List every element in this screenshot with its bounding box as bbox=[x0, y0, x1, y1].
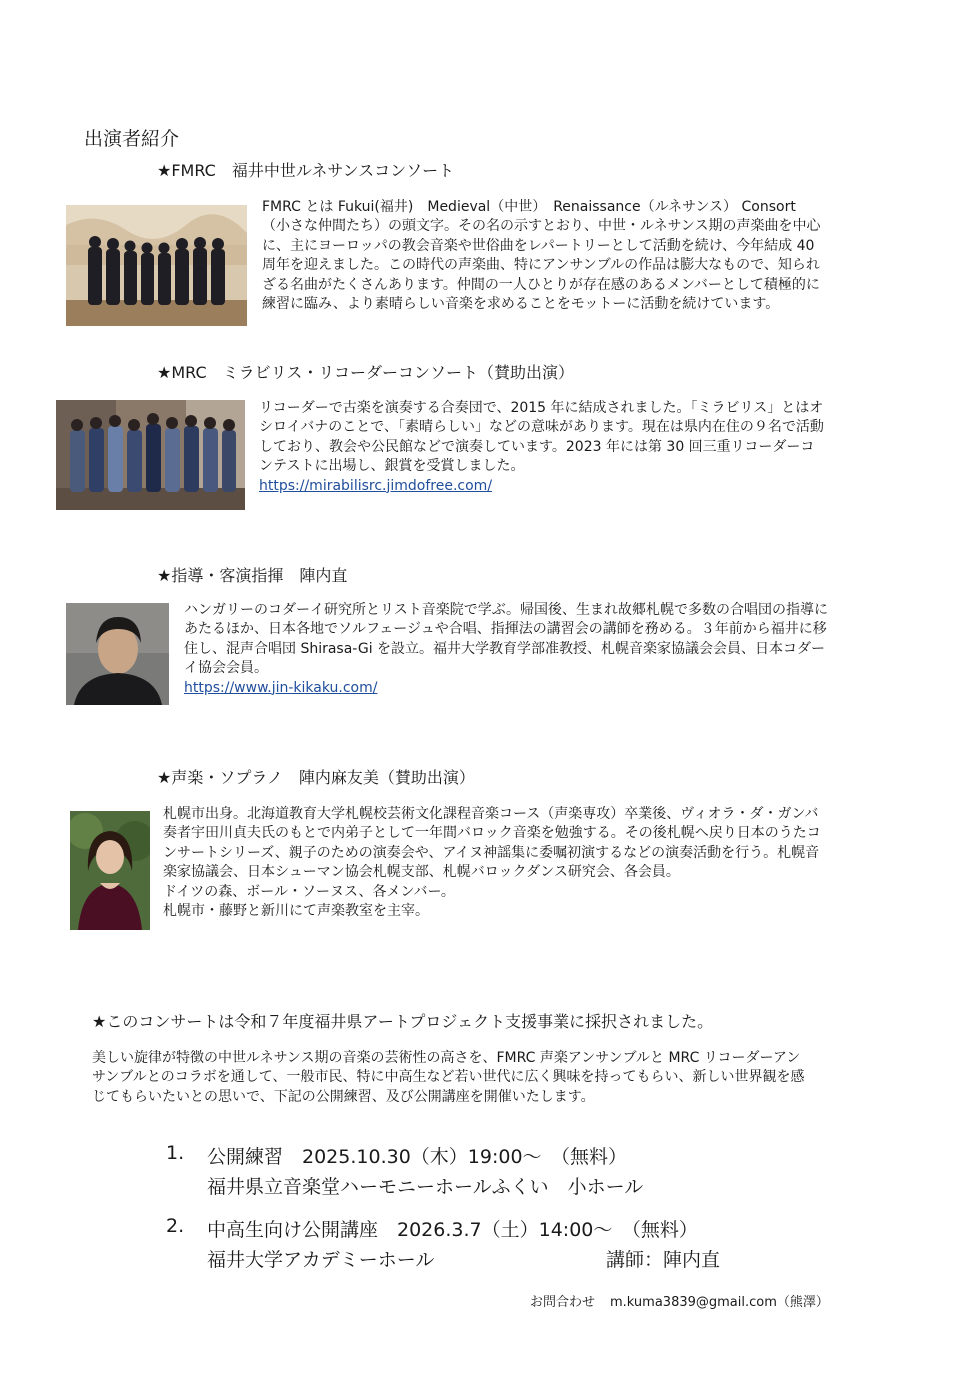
intro-paragraph bbox=[92, 1049, 882, 1107]
soprano-line: 札幌市出身。北海道教育大学札幌校芸術文化課程音楽コース（声楽専攻）卒業後、ヴィオラ・ダ・ガンバ bbox=[163, 806, 819, 822]
intro-line: サンブルとのコラボを通して、一般市民、特に中高生など若い世代に広く興味を持ってもらい、新しい世界観を感 bbox=[92, 1069, 805, 1086]
mrc-line: ンテストに出場し、銀賞を受賞しました。 bbox=[259, 458, 525, 475]
soprano-description bbox=[163, 805, 883, 921]
fmrc-line: に、主にヨーロッパの教会音楽や世俗曲をレパートリーとして活動を続け、今年結成 40 bbox=[262, 237, 815, 254]
soprano-line: 奏者宇田川貞夫氏のもとで内弟子として一年間バロック音楽を勉強する。その後札幌へ戻り日本のうたコ bbox=[163, 825, 821, 842]
event-2-lecturer: 講師：陣内直 bbox=[606, 1249, 721, 1271]
section-title-mrc: ★MRC ミラビリス・リコーダーコンソート（賛助出演） bbox=[157, 363, 575, 382]
fmrc-line: FMRC とは Fukui(福井) Medieval（中世） Renaissance（ルネサンス） Consort bbox=[262, 199, 796, 215]
mrc-website-link[interactable]: https://mirabilisrc.jimdofree.com/ bbox=[259, 477, 493, 494]
conductor-portrait bbox=[66, 603, 169, 705]
soprano-line: 札幌市・藤野と新川にて声楽教室を主宰。 bbox=[163, 903, 429, 920]
event-2-number: 2. bbox=[166, 1215, 185, 1237]
mrc-group-photo bbox=[56, 400, 245, 510]
conductor-line: イ協会会員。 bbox=[184, 660, 268, 677]
fmrc-line: （小さな仲間たち）の頭文字。その名の示すとおり、中世・ルネサンス期の声楽曲を中心 bbox=[262, 218, 821, 235]
mrc-line: リコーダーで古楽を演奏する合奏団で、2015 年に結成されました。「ミラビリス」とはオ bbox=[259, 400, 824, 416]
intro-line: じてもらいたいとの思いで、下記の公開練習、及び公開講座を開催いたします。 bbox=[92, 1088, 595, 1105]
event-2-venue: 福井大学アカデミーホール bbox=[207, 1249, 435, 1271]
mrc-line: しており、教会や公民館などで演奏しています。2023 年には第 30 回三重リコーダーコ bbox=[259, 438, 815, 455]
event-1-title: 公開練習 2025.10.30（木）19:00～ （無料） bbox=[207, 1146, 628, 1168]
fmrc-line: ざる名曲がたくさんあります。仲間の一人ひとりが存在感のあるメンバーとして積極的に bbox=[262, 276, 820, 293]
event-1-venue: 福井県立音楽堂ハーモニーホールふくい 小ホール bbox=[207, 1176, 644, 1198]
section-title-soprano: ★声楽・ソプラノ 陣内麻友美（賛助出演） bbox=[157, 768, 475, 787]
mrc-line: シロイバナのことで、「素晴らしい」などの意味があります。現在は県内在住の９名で活動 bbox=[259, 419, 824, 436]
contact-label: お問合わせ bbox=[530, 1295, 596, 1310]
conductor-website-link[interactable]: https://www.jin-kikaku.com/ bbox=[184, 679, 378, 696]
section-title-conductor: ★指導・客演指揮 陣内直 bbox=[157, 566, 348, 585]
fmrc-line: 周年を迎えました。この時代の声楽曲、特にアンサンブルの作品は膨大なもので、知られ bbox=[262, 257, 820, 274]
conductor-line: ハンガリーのコダーイ研究所とリスト音楽院で学ぶ。帰国後、生まれ故郷札幌で多数の合唱団の指導に bbox=[184, 602, 828, 618]
mrc-description bbox=[259, 399, 879, 496]
support-notice: ★このコンサートは令和７年度福井県アートプロジェクト支援事業に採択されました。 bbox=[92, 1012, 714, 1031]
fmrc-description bbox=[262, 198, 872, 314]
event-2-title: 中高生向け公開講座 2026.3.7（土）14:00～ （無料） bbox=[207, 1219, 698, 1241]
soprano-line: ドイツの森、ボール・ソーヌス、各メンバー。 bbox=[163, 883, 455, 900]
fmrc-line: 練習に臨み、より素晴らしい音楽を求めることをモットーに活動を続けています。 bbox=[262, 296, 780, 313]
section-title-fmrc: ★FMRC 福井中世ルネサンスコンソート bbox=[157, 161, 455, 180]
soprano-portrait bbox=[70, 811, 150, 930]
conductor-description bbox=[184, 601, 884, 698]
intro-line: 美しい旋律が特徴の中世ルネサンス期の音楽の芸術性の高さを、FMRC 声楽アンサンブルと MRC リコーダーアン bbox=[92, 1050, 801, 1066]
fmrc-group-photo bbox=[66, 205, 247, 326]
contact-email[interactable]: m.kuma3839@gmail.com（熊澤） bbox=[610, 1295, 829, 1310]
page-title: 出演者紹介 bbox=[84, 128, 180, 150]
conductor-line: あたるほか、日本各地でソルフェージュや合唱、指揮法の講習会の講師を務める。３年前から福井に移 bbox=[184, 621, 827, 638]
event-1-number: 1. bbox=[166, 1142, 185, 1164]
conductor-line: 住し、混声合唱団 Shirasa-Gi を設立。福井大学教育学部准教授、札幌音楽家協議会会員、日本コダー bbox=[184, 640, 826, 657]
soprano-line: 楽家協議会、日本シューマン協会札幌支部、札幌バロックダンス研究会、各会員。 bbox=[163, 864, 680, 881]
soprano-line: ンサートシリーズ、親子のための演奏会や、アイヌ神謡集に委嘱初演するなどの演奏活動を行う。札幌音 bbox=[163, 844, 820, 861]
